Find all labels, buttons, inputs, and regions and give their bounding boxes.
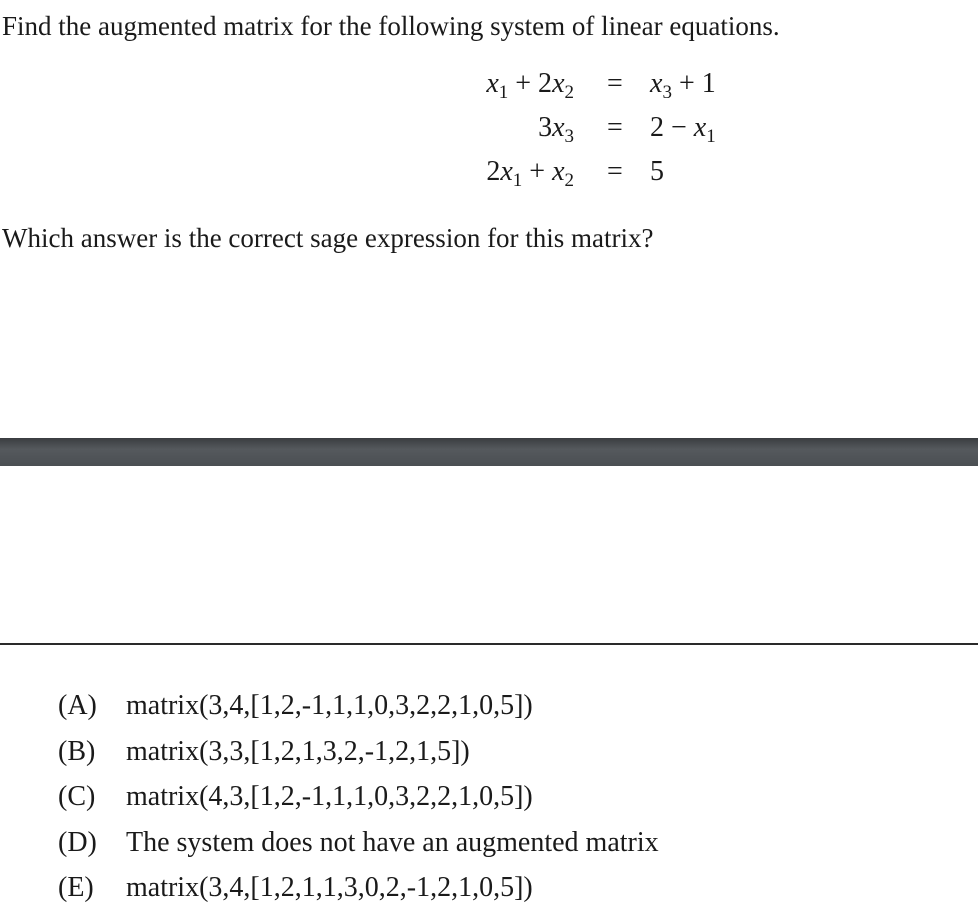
variable-subscript: 3 (564, 126, 574, 147)
answer-option-c[interactable] (58, 777, 958, 823)
variable-x: $x_2$ (552, 68, 574, 103)
variable-x: $x_1$ (500, 156, 523, 191)
equation-row (0, 150, 978, 194)
question-prompt: Find the augmented matrix for the following system of linear equations. (2, 11, 780, 41)
variable-x: $x_1$ (486, 68, 509, 103)
equation-lhs (486, 150, 574, 203)
option-letter: (D) (58, 826, 97, 858)
question-followup: Which answer is the correct sage expression for this matrix? (2, 223, 654, 253)
option-text: matrix(4,3,[1,2,-1,1,1,0,3,2,2,1,0,5]) (126, 781, 533, 812)
equation-term: 2 (486, 156, 501, 187)
option-text: matrix(3,4,[1,2,-1,1,1,0,3,2,2,1,0,5]) (126, 690, 533, 721)
variable-subscript: 1 (512, 170, 523, 191)
answer-option-d[interactable] (58, 823, 958, 869)
equation-system (0, 62, 978, 197)
equation-term: 5 (650, 156, 664, 187)
answer-option-e[interactable] (58, 868, 958, 914)
variable-subscript: 2 (564, 82, 574, 103)
variable-subscript: 1 (498, 82, 509, 103)
variable-x: $x_3$ (650, 68, 672, 103)
equation-term: 3 (538, 112, 553, 143)
equation-term: + 1 (671, 68, 716, 99)
equals-sign: = (607, 156, 623, 187)
answer-option-a[interactable] (58, 686, 958, 732)
equation-term: + 2 (508, 68, 553, 99)
option-text: matrix(3,3,[1,2,1,3,2,-1,2,1,5]) (126, 735, 470, 767)
equation-row (0, 62, 978, 106)
variable-x: $x_2$ (552, 156, 574, 191)
option-text: The system does not have an augmented matrix (126, 826, 659, 858)
equals-sign: = (607, 112, 623, 143)
variable-x: $x_3$ (552, 112, 574, 147)
section-divider-bar (0, 438, 978, 466)
variable-subscript: 3 (662, 82, 672, 103)
horizontal-rule (0, 643, 978, 645)
equation-term: 2 − (650, 112, 694, 143)
equals-sign: = (607, 68, 623, 99)
option-letter: (B) (58, 735, 96, 767)
option-letter: (C) (58, 781, 96, 812)
variable-x: $x_1$ (693, 112, 716, 147)
option-letter: (A) (58, 690, 97, 721)
equation-term: + (522, 156, 553, 187)
variable-subscript: 2 (564, 170, 574, 191)
equation-rhs (650, 150, 664, 194)
answer-options (58, 686, 958, 914)
variable-subscript: 1 (706, 126, 716, 147)
equation-row (0, 106, 978, 150)
option-text: matrix(3,4,[1,2,1,1,3,0,2,-1,2,1,0,5]) (126, 872, 533, 903)
answer-option-b[interactable] (58, 732, 958, 778)
option-letter: (E) (58, 872, 94, 903)
